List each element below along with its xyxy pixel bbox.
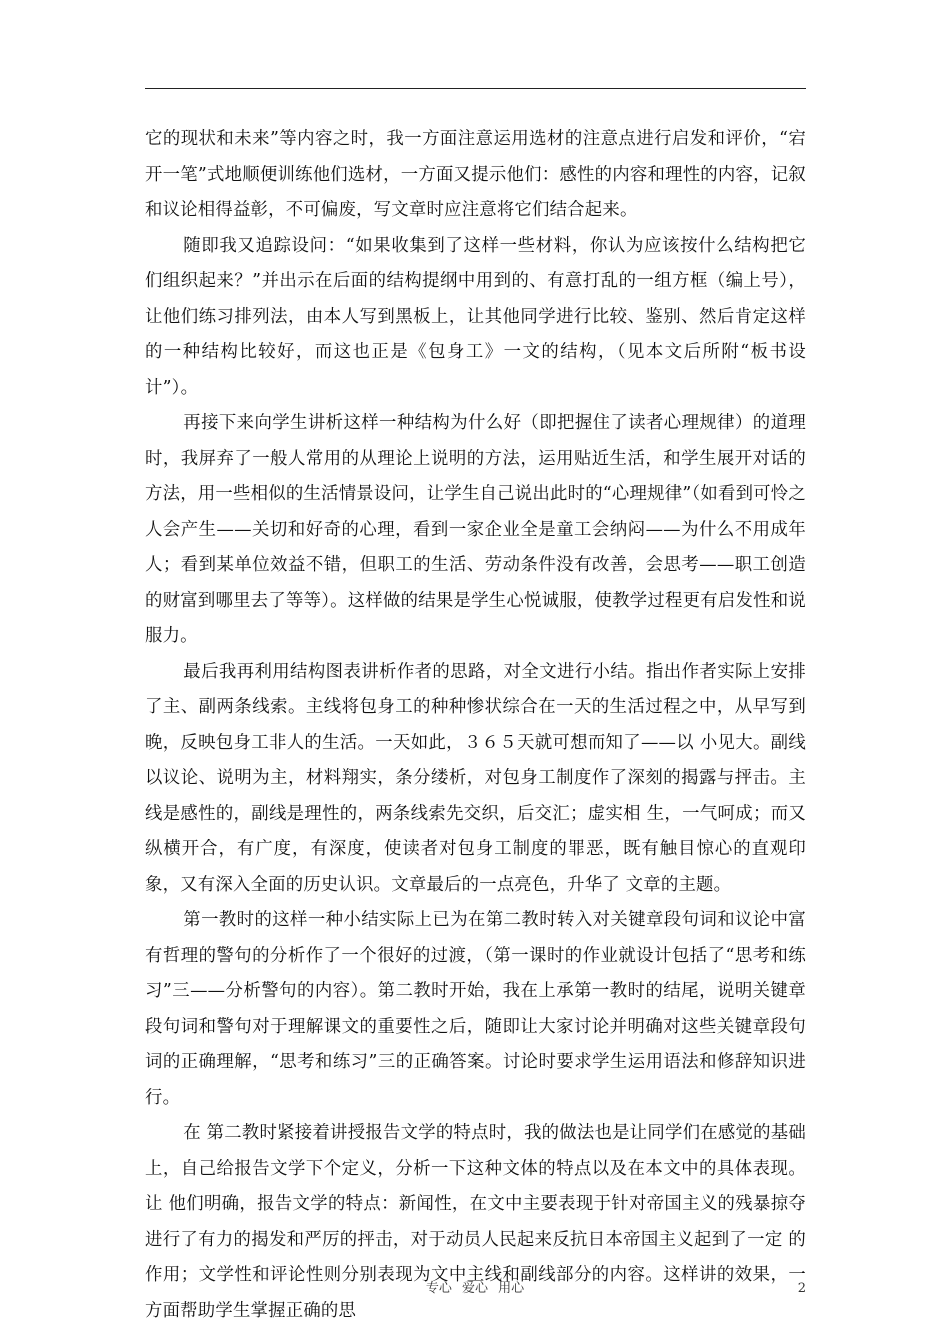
page-number: 2 xyxy=(797,1281,806,1296)
paragraph-continuation: 它的现状和未来”等内容之时，我一方面注意运用选材的注意点进行启发和评价，“宕开一笔”式地顺便训练他们选材，一方面又提示他们：感性的内容和理性的内容，记叙和议论相得益彰，不可偏废，写文章时应注意将它们结合起来。 xyxy=(145,129,806,220)
paragraph-psychology-method: 再接下来向学生讲析这样一种结构为什么好（即把握住了读者心理规律）的道理时，我屏弃了一般人常用的从理论上说明的方法，运用贴近生活，和学生展开对话的方法，用一些相似的生活情景设问，让学生自己说出此时的“心理规律”（如看到可怜之人会产生——关切和好奇的心理，看到一家企业全是童工会纳闷——为什么不用成年人；看到某单位效益不错，但职工的生活、劳动条件没有改善，会思考——职工创造的财富到哪里去了等等）。这样做的结果是学生心悦诚服，使教学过程更有启发性和说服力。 xyxy=(145,413,806,646)
paragraph-second-lesson: 第一教时的这样一种小结实际上已为在第二教时转入对关键章段句词和议论中富有哲理的警句的分析作了一个很好的过渡，（第一课时的作业就设计包括了“思考和练习”三——分析警句的内容）。第二教时开始，我在上承第一教时的结尾，说明关键章段句词和警句对于理解课文的重要性之后，随即让大家讨论并明确对这些关键章段句词的正确理解，“思考和练习”三的正确答案。讨论时要求学生运用语法和修辞知识进行。 xyxy=(145,910,806,1108)
paragraph-summary: 最后我再利用结构图表讲析作者的思路，对全文进行小结。指出作者实际上安排了主、副两条线索。主线将包身工的种种惨状综合在一天的生活过程之中，从早写到晚，反映包身工非人的生活。一天如此，３６５天就可想而知了——以 小见大。副线以议论、说明为主，材料翔实，条分缕析，对包身工制度作了深刻的揭露与抨击。主线是感性的，副线是理性的，两条线索先交织，后交汇；虚实相 生，一气呵成；而又纵横开合，有广度，有深度，使读者对包身工制度的罪恶，既有触目惊心的直观印象，又有深入全面的历史认识。文章最后的一点亮色，升华了 文章的主题。 xyxy=(145,661,806,895)
paragraph-reportage: 在 第二教时紧接着讲授报告文学的特点时，我的做法也是让同学们在感觉的基础上，自己给报告文学下个定义，分析一下这种文体的特点以及在本文中的具体表现。让 他们明确，报告文学的特点：新闻性，在文中主要表现于针对帝国主义的残暴掠夺进行了有力的揭发和严厉的抨击，对于动员人民起来反抗日本帝国主义起到了一定 的作用；文学性和评论性则分别表现为文中主线和副线部分的内容。这样讲的效果，一方面帮助学生掌握正确的思 xyxy=(145,1123,806,1321)
footer-motto: 专心 爱心 用心 xyxy=(425,1281,525,1296)
paragraph-structure-question: 随即我又追踪设问：“如果收集到了这样一些材料，你认为应该按什么结构把它们组织起来？”并出示在后面的结构提纲中用到的、有意打乱的一组方框（编上号），让他们练习排列法，由本人写到黑板上，让其他同学进行比较、鉴别、然后肯定这样的一种结构比较好，而这也正是《包身工》一文的结构，（见本文后所附“板书设计”）。 xyxy=(145,235,806,398)
document-body xyxy=(145,122,806,1329)
header-rule xyxy=(145,88,806,89)
